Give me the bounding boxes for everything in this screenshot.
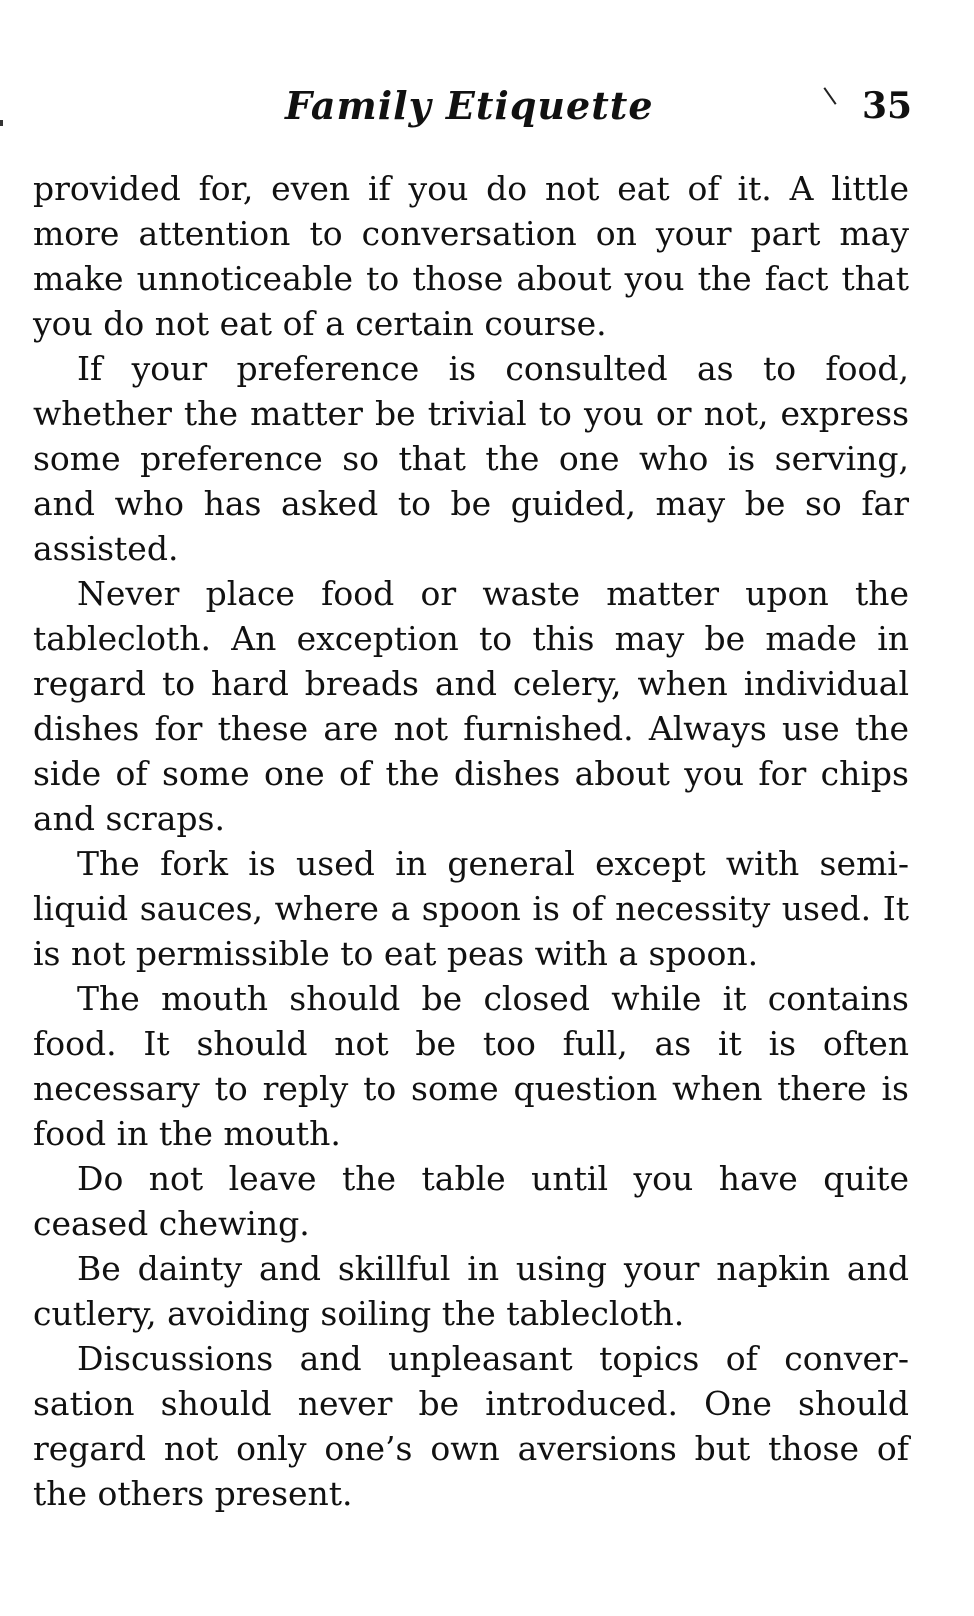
paragraph: provided for, even if you do not eat of it. A little more attention to conversation on your part may make unnoticeable to those about you the fact that you do not eat of a certain course. [33, 169, 909, 343]
body-text [33, 166, 909, 1516]
paragraph: The fork is used in general except with semi-liquid sauces, where a spoon is of necessity used. It is not permissible to eat peas with a spoon. [33, 844, 909, 973]
paragraph: Never place food or waste matter upon the tablecloth. An exception to this may be made in regard to hard breads and celery, when individual dishes for these are not furnished. Always use the side of some one of the dishes about you for chips and scraps. [33, 574, 909, 838]
page-number: 35 [862, 85, 913, 127]
edge-mark [0, 120, 3, 126]
stray-mark [823, 87, 836, 105]
paragraph: If your preference is consulted as to food, whether the matter be trivial to you or not, express some preference so that the one who is serving, and who has asked to be guided, may be so far assisted. [33, 349, 909, 568]
paragraph: Discussions and unpleasant topics of conversation should never be introduced. One should regard not only one’s own aversions but those of the others present. [33, 1339, 909, 1513]
paragraph: Do not leave the table until you have quite ceased chewing. [33, 1159, 909, 1243]
page-header [0, 76, 974, 136]
paragraph: Be dainty and skillful in using your napkin and cutlery, avoiding soiling the tablecloth. [33, 1249, 909, 1333]
running-title: Family Etiquette [285, 83, 654, 128]
paragraph: The mouth should be closed while it contains food. It should not be too full, as it is often necessary to reply to some question when there is food in the mouth. [33, 979, 909, 1153]
